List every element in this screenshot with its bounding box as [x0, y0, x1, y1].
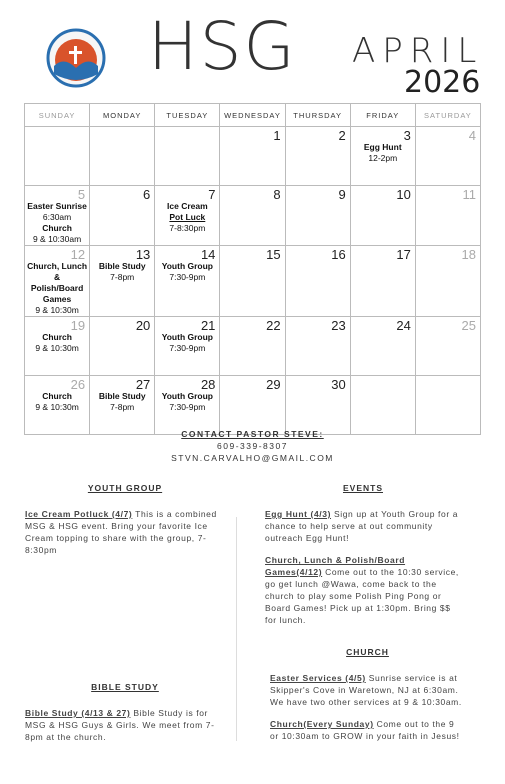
day-number: 29 [266, 377, 281, 392]
event-line: 6:30am [42, 212, 72, 222]
column-divider [236, 517, 237, 741]
contact-block [0, 428, 505, 464]
event-line: 9 & 10:30am [32, 234, 82, 244]
day-number: 13 [135, 247, 151, 262]
calendar-day-cell [350, 127, 415, 186]
event-line: Ice Cream [167, 201, 208, 211]
event-line: Easter Sunrise [27, 201, 87, 211]
calendar-day-cell [350, 246, 415, 317]
calendar-day-cell [25, 127, 90, 186]
event-line: 7:30-9pm [169, 402, 206, 412]
calendar-day-cell [285, 246, 350, 317]
weekday-header-row [25, 104, 481, 127]
day-number: 4 [468, 128, 476, 143]
day-number: 18 [461, 247, 476, 262]
church-paragraph [270, 718, 465, 742]
events-item-title: Egg Hunt (4/3) [265, 509, 332, 519]
day-number: 15 [266, 247, 281, 262]
contact-phone: 609-339-8307 [217, 441, 288, 451]
day-number: 12 [70, 247, 86, 262]
youth-group-paragraph [25, 508, 225, 556]
event-line: 12-2pm [368, 153, 398, 163]
calendar-day-cell [415, 127, 480, 186]
calendar-day-cell [155, 186, 220, 246]
events-paragraph [265, 554, 461, 626]
church-heading: CHURCH [346, 647, 389, 657]
weekday-thursday: THURSDAY [285, 104, 350, 127]
calendar-day-cell [155, 127, 220, 186]
youth-group-section [25, 482, 225, 566]
calendar-day-cell [350, 376, 415, 435]
day-number: 19 [70, 318, 86, 333]
calendar-day-cell [220, 127, 285, 186]
page-title: HSG [148, 8, 297, 85]
calendar-day-cell [350, 186, 415, 246]
event-line: 9 & 10:30m [35, 305, 79, 315]
church-item-text: Sunrise service is at Skipper's Cove in Waretown, NJ at 6:30am. We have two other services at 9 & 10:30am. [270, 673, 462, 707]
church-item-text: Come out to the 9 or 10:30am to GROW in your faith in Jesus! [270, 719, 460, 741]
church-logo [40, 26, 112, 88]
weekday-saturday: SATURDAY [415, 104, 480, 127]
event-line: 7:30-9pm [169, 272, 206, 282]
calendar-day-cell [25, 376, 90, 435]
day-number: 5 [77, 187, 86, 202]
calendar-day-cell [220, 186, 285, 246]
day-number: 10 [396, 187, 411, 202]
calendar-day-cell [90, 246, 155, 317]
day-number: 22 [266, 318, 281, 333]
event-line: 9 & 10:30m [35, 343, 79, 353]
event-line: Church, Lunch & [27, 261, 88, 282]
day-number: 24 [396, 318, 411, 333]
calendar-week-row [25, 376, 481, 435]
day-number: 16 [331, 247, 346, 262]
calendar-day-cell [350, 317, 415, 376]
events-item-text: Sign up at Youth Group for a chance to help serve at out community outreach Egg Hunt! [265, 509, 459, 543]
calendar-day-cell [155, 246, 220, 317]
calendar-day-cell [25, 317, 90, 376]
events-section [265, 482, 461, 636]
day-number: 2 [338, 128, 346, 143]
event-line: Youth Group [161, 261, 213, 271]
calendar-week-row [25, 186, 481, 246]
calendar-week-row [25, 127, 481, 186]
event-line: 9 & 10:30m [35, 402, 79, 412]
calendar-day-cell [90, 186, 155, 246]
day-number: 27 [135, 377, 151, 392]
day-number [416, 376, 480, 378]
day-number: 30 [331, 377, 346, 392]
day-number [90, 127, 154, 129]
calendar-day-cell [415, 376, 480, 435]
event-line: Games [42, 294, 72, 304]
calendar-grid [24, 103, 481, 435]
event-line: Youth Group [161, 332, 213, 342]
events-item-text: Come out to the 10:30 service, go get lunch @Wawa, come back to the church to play some Polish Ping Pong or Board Games! Pick up at 1:30pm. Bring $$ for lunch. [265, 567, 459, 625]
event-line: Church [42, 223, 72, 233]
calendar-day-cell [415, 246, 480, 317]
calendar-week-row [25, 317, 481, 376]
church-item-title: Easter Services (4/5) [270, 673, 366, 683]
calendar-day-cell [220, 246, 285, 317]
calendar-day-cell [90, 376, 155, 435]
contact-email: STVN.CARVALHO@GMAIL.COM [171, 453, 334, 463]
church-paragraph [270, 672, 465, 708]
youth-group-item-text: This is a combined MSG & HSG event. Bring your favorite Ice Cream topping to share with the group, 7-8:30pm [25, 509, 217, 555]
calendar-day-cell [415, 317, 480, 376]
bible-study-item-title: Bible Study (4/13 & 27) [25, 708, 131, 718]
event-line: 7-8:30pm [169, 223, 206, 233]
day-number: 25 [461, 318, 476, 333]
day-number: 26 [70, 377, 86, 392]
weekday-monday: MONDAY [90, 104, 155, 127]
event-line: Youth Group [161, 391, 213, 401]
bible-study-paragraph [25, 707, 225, 743]
youth-group-heading: YOUTH GROUP [87, 483, 163, 493]
event-line: 7:30-9pm [169, 343, 206, 353]
calendar-day-cell [25, 186, 90, 246]
day-number: 14 [200, 247, 216, 262]
weekday-tuesday: TUESDAY [155, 104, 220, 127]
calendar-day-cell [220, 376, 285, 435]
event-line: Egg Hunt [363, 142, 402, 152]
event-line: Polish/Board [30, 283, 84, 293]
day-number: 7 [208, 187, 216, 202]
day-number: 21 [200, 318, 216, 333]
event-line: Church [42, 391, 72, 401]
day-number: 8 [273, 187, 281, 202]
calendar-day-cell [285, 317, 350, 376]
calendar-day-cell [90, 317, 155, 376]
calendar-day-cell [90, 127, 155, 186]
calendar-day-cell [285, 127, 350, 186]
contact-heading: CONTACT PASTOR STEVE: [181, 429, 324, 439]
bible-study-heading: BIBLE STUDY [91, 682, 159, 692]
calendar-day-cell [285, 186, 350, 246]
day-number [351, 376, 415, 378]
events-paragraph [265, 508, 461, 544]
day-number [25, 127, 89, 129]
calendar-day-cell [25, 246, 90, 317]
calendar-day-cell [155, 317, 220, 376]
weekday-sunday: SUNDAY [25, 104, 90, 127]
events-item-title: Church, Lunch & Polish/Board Games(4/12) [265, 555, 406, 577]
events-heading: EVENTS [342, 483, 383, 493]
event-line: 7-8pm [110, 402, 135, 412]
calendar-week-row [25, 246, 481, 317]
calendar-day-cell [415, 186, 480, 246]
calendar-day-cell [155, 376, 220, 435]
year-label: 2026 [404, 65, 481, 100]
day-number: 6 [143, 187, 151, 202]
event-line: Bible Study [98, 391, 146, 401]
day-number: 28 [200, 377, 216, 392]
day-number: 9 [338, 187, 346, 202]
event-line: Church [42, 332, 72, 342]
church-item-title: Church(Every Sunday) [270, 719, 374, 729]
day-number: 23 [331, 318, 346, 333]
church-section [270, 646, 465, 752]
day-number [155, 127, 219, 129]
calendar-day-cell [220, 317, 285, 376]
weekday-wednesday: WEDNESDAY [220, 104, 285, 127]
day-number: 1 [273, 128, 281, 143]
calendar-day-cell [285, 376, 350, 435]
month-label: APRIL [352, 31, 484, 71]
bible-study-item-text: Bible Study is for MSG & HSG Guys & Girls. We meet from 7-8pm at the church. [25, 708, 215, 742]
day-number: 17 [396, 247, 411, 262]
event-line: Pot Luck [169, 212, 206, 222]
bible-study-section [25, 681, 225, 753]
event-line: 7-8pm [110, 272, 135, 282]
day-number: 11 [462, 187, 476, 202]
event-line: Bible Study [98, 261, 146, 271]
youth-group-item-title: Ice Cream Potluck (4/7) [25, 509, 133, 519]
weekday-friday: FRIDAY [350, 104, 415, 127]
day-number: 20 [135, 318, 151, 333]
day-number: 3 [403, 128, 411, 143]
